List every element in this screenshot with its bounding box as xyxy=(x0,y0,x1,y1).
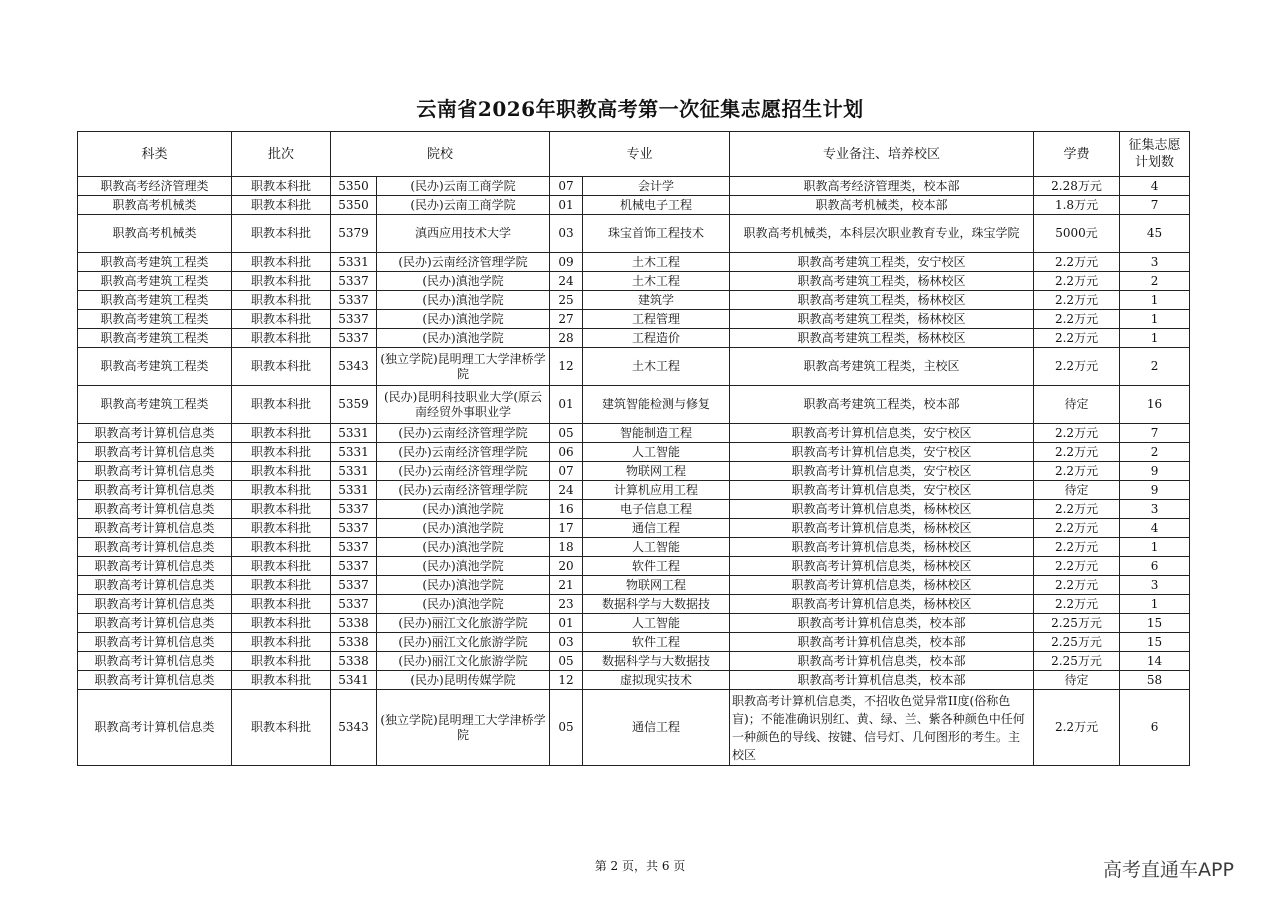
row-major-note: 职教高考机械类，校本部 xyxy=(730,196,1034,215)
row-school: (民办)滇池学院 xyxy=(377,272,550,291)
table-row xyxy=(78,614,1190,633)
row-batch: 职教本科批 xyxy=(232,557,331,576)
row-major: 工程造价 xyxy=(583,329,730,348)
row-major-note: 职教高考计算机信息类，校本部 xyxy=(730,671,1034,690)
row-major-note: 职教高考计算机信息类，杨林校区 xyxy=(730,557,1034,576)
row-major: 珠宝首饰工程技术 xyxy=(583,215,730,253)
row-batch: 职教本科批 xyxy=(232,196,331,215)
row-major: 数据科学与大数据技 xyxy=(583,652,730,671)
row-category: 职教高考计算机信息类 xyxy=(78,652,232,671)
row-school: (民办)滇池学院 xyxy=(377,576,550,595)
row-major-code: 06 xyxy=(550,443,583,462)
row-major-code: 28 xyxy=(550,329,583,348)
row-fee: 2.2万元 xyxy=(1034,291,1120,310)
header-major-note: 专业备注、培养校区 xyxy=(730,132,1034,177)
row-fee: 2.2万元 xyxy=(1034,348,1120,386)
row-major: 建筑智能检测与修复 xyxy=(583,386,730,424)
row-major-note: 职教高考建筑工程类，安宁校区 xyxy=(730,253,1034,272)
row-school: (民办)滇池学院 xyxy=(377,310,550,329)
row-batch: 职教本科批 xyxy=(232,576,331,595)
row-major-note: 职教高考计算机信息类，安宁校区 xyxy=(730,481,1034,500)
row-school: (独立学院)昆明理工大学津桥学院 xyxy=(377,690,550,766)
row-major-code: 03 xyxy=(550,633,583,652)
row-school: (民办)云南工商学院 xyxy=(377,177,550,196)
row-school: (民办)滇池学院 xyxy=(377,557,550,576)
row-school-code: 5359 xyxy=(331,386,377,424)
row-major-code: 18 xyxy=(550,538,583,557)
enrollment-plan-table xyxy=(77,131,1190,766)
table-row xyxy=(78,424,1190,443)
row-major: 物联网工程 xyxy=(583,462,730,481)
row-category: 职教高考建筑工程类 xyxy=(78,272,232,291)
row-school-code: 5337 xyxy=(331,500,377,519)
table-row xyxy=(78,500,1190,519)
row-major: 土木工程 xyxy=(583,348,730,386)
row-plan-count: 1 xyxy=(1120,595,1190,614)
row-batch: 职教本科批 xyxy=(232,671,331,690)
row-school-code: 5337 xyxy=(331,291,377,310)
table-row xyxy=(78,576,1190,595)
row-school-code: 5331 xyxy=(331,462,377,481)
header-category: 科类 xyxy=(78,132,232,177)
row-category: 职教高考机械类 xyxy=(78,215,232,253)
row-fee: 2.2万元 xyxy=(1034,253,1120,272)
row-category: 职教高考计算机信息类 xyxy=(78,519,232,538)
row-major: 工程管理 xyxy=(583,310,730,329)
row-plan-count: 15 xyxy=(1120,614,1190,633)
row-fee: 2.2万元 xyxy=(1034,690,1120,766)
row-plan-count: 2 xyxy=(1120,348,1190,386)
row-plan-count: 6 xyxy=(1120,690,1190,766)
row-major-note: 职教高考计算机信息类，安宁校区 xyxy=(730,462,1034,481)
row-major-code: 24 xyxy=(550,272,583,291)
row-major-note: 职教高考建筑工程类，杨林校区 xyxy=(730,310,1034,329)
row-school-code: 5337 xyxy=(331,519,377,538)
row-plan-count: 2 xyxy=(1120,443,1190,462)
row-fee: 5000元 xyxy=(1034,215,1120,253)
row-school: (民办)滇池学院 xyxy=(377,595,550,614)
table-row xyxy=(78,215,1190,253)
table-row xyxy=(78,310,1190,329)
row-batch: 职教本科批 xyxy=(232,424,331,443)
table-header-row xyxy=(78,132,1190,177)
row-category: 职教高考计算机信息类 xyxy=(78,500,232,519)
row-category: 职教高考计算机信息类 xyxy=(78,633,232,652)
row-school-code: 5331 xyxy=(331,481,377,500)
row-school-code: 5337 xyxy=(331,595,377,614)
row-fee: 2.28万元 xyxy=(1034,177,1120,196)
row-major-code: 05 xyxy=(550,424,583,443)
row-major: 人工智能 xyxy=(583,443,730,462)
row-major-code: 09 xyxy=(550,253,583,272)
row-school: (民办)昆明传媒学院 xyxy=(377,671,550,690)
row-major-code: 23 xyxy=(550,595,583,614)
row-fee: 2.25万元 xyxy=(1034,652,1120,671)
row-school: (民办)云南经济管理学院 xyxy=(377,424,550,443)
row-batch: 职教本科批 xyxy=(232,348,331,386)
row-school: (民办)滇池学院 xyxy=(377,500,550,519)
row-major: 电子信息工程 xyxy=(583,500,730,519)
row-school-code: 5337 xyxy=(331,557,377,576)
row-major: 计算机应用工程 xyxy=(583,481,730,500)
row-category: 职教高考计算机信息类 xyxy=(78,462,232,481)
table-row xyxy=(78,177,1190,196)
table-row xyxy=(78,557,1190,576)
row-fee: 2.2万元 xyxy=(1034,462,1120,481)
row-category: 职教高考计算机信息类 xyxy=(78,690,232,766)
row-major-code: 05 xyxy=(550,652,583,671)
header-major: 专业 xyxy=(550,132,730,177)
row-major-code: 03 xyxy=(550,215,583,253)
table-row xyxy=(78,519,1190,538)
row-major-note: 职教高考计算机信息类，杨林校区 xyxy=(730,500,1034,519)
row-batch: 职教本科批 xyxy=(232,386,331,424)
row-category: 职教高考建筑工程类 xyxy=(78,329,232,348)
row-major-note: 职教高考计算机信息类，杨林校区 xyxy=(730,538,1034,557)
row-major: 物联网工程 xyxy=(583,576,730,595)
row-plan-count: 14 xyxy=(1120,652,1190,671)
row-batch: 职教本科批 xyxy=(232,633,331,652)
row-major: 人工智能 xyxy=(583,538,730,557)
row-major: 建筑学 xyxy=(583,291,730,310)
app-watermark: 高考直通车APP xyxy=(1103,859,1234,881)
row-school-code: 5337 xyxy=(331,272,377,291)
row-plan-count: 1 xyxy=(1120,291,1190,310)
row-plan-count: 1 xyxy=(1120,310,1190,329)
row-major-code: 17 xyxy=(550,519,583,538)
row-major-note: 职教高考计算机信息类，校本部 xyxy=(730,652,1034,671)
row-batch: 职教本科批 xyxy=(232,652,331,671)
row-major-code: 12 xyxy=(550,671,583,690)
row-batch: 职教本科批 xyxy=(232,329,331,348)
row-school: (民办)滇池学院 xyxy=(377,291,550,310)
row-batch: 职教本科批 xyxy=(232,500,331,519)
row-fee: 待定 xyxy=(1034,481,1120,500)
row-major-code: 16 xyxy=(550,500,583,519)
table-row xyxy=(78,633,1190,652)
row-plan-count: 16 xyxy=(1120,386,1190,424)
row-school-code: 5338 xyxy=(331,652,377,671)
row-school-code: 5343 xyxy=(331,348,377,386)
table-row xyxy=(78,652,1190,671)
row-plan-count: 45 xyxy=(1120,215,1190,253)
row-fee: 2.25万元 xyxy=(1034,633,1120,652)
row-batch: 职教本科批 xyxy=(232,519,331,538)
row-plan-count: 9 xyxy=(1120,462,1190,481)
row-fee: 2.2万元 xyxy=(1034,443,1120,462)
row-school: (民办)滇池学院 xyxy=(377,329,550,348)
header-school: 院校 xyxy=(331,132,550,177)
row-major: 机械电子工程 xyxy=(583,196,730,215)
row-major-note: 职教高考计算机信息类，不招收色觉异常II度(俗称色盲)；不能准确识别红、黄、绿、兰、紫各种颜色中任何一种颜色的导线、按键、信号灯、几何图形的考生。主校区 xyxy=(730,690,1034,766)
row-batch: 职教本科批 xyxy=(232,462,331,481)
row-category: 职教高考计算机信息类 xyxy=(78,424,232,443)
row-batch: 职教本科批 xyxy=(232,538,331,557)
row-school-code: 5337 xyxy=(331,538,377,557)
row-batch: 职教本科批 xyxy=(232,481,331,500)
row-plan-count: 2 xyxy=(1120,272,1190,291)
row-fee: 2.2万元 xyxy=(1034,329,1120,348)
row-batch: 职教本科批 xyxy=(232,443,331,462)
header-fee: 学费 xyxy=(1034,132,1120,177)
row-plan-count: 1 xyxy=(1120,538,1190,557)
row-major-note: 职教高考计算机信息类，杨林校区 xyxy=(730,576,1034,595)
table-row xyxy=(78,329,1190,348)
table-row xyxy=(78,253,1190,272)
row-school-code: 5350 xyxy=(331,196,377,215)
row-category: 职教高考建筑工程类 xyxy=(78,291,232,310)
row-school: (民办)丽江文化旅游学院 xyxy=(377,614,550,633)
row-major-note: 职教高考计算机信息类，杨林校区 xyxy=(730,595,1034,614)
row-category: 职教高考建筑工程类 xyxy=(78,253,232,272)
row-school: (民办)丽江文化旅游学院 xyxy=(377,633,550,652)
row-major-note: 职教高考建筑工程类，杨林校区 xyxy=(730,329,1034,348)
row-fee: 待定 xyxy=(1034,671,1120,690)
row-plan-count: 1 xyxy=(1120,329,1190,348)
row-major-note: 职教高考机械类，本科层次职业教育专业，珠宝学院 xyxy=(730,215,1034,253)
row-major: 软件工程 xyxy=(583,633,730,652)
table-row xyxy=(78,595,1190,614)
row-school: (民办)云南经济管理学院 xyxy=(377,481,550,500)
row-major-note: 职教高考建筑工程类，主校区 xyxy=(730,348,1034,386)
row-major-note: 职教高考计算机信息类，校本部 xyxy=(730,614,1034,633)
row-major-code: 05 xyxy=(550,690,583,766)
row-plan-count: 9 xyxy=(1120,481,1190,500)
row-fee: 待定 xyxy=(1034,386,1120,424)
table-row xyxy=(78,690,1190,766)
row-plan-count: 7 xyxy=(1120,424,1190,443)
row-plan-count: 15 xyxy=(1120,633,1190,652)
row-batch: 职教本科批 xyxy=(232,215,331,253)
row-plan-count: 6 xyxy=(1120,557,1190,576)
row-plan-count: 4 xyxy=(1120,177,1190,196)
row-fee: 2.2万元 xyxy=(1034,557,1120,576)
row-batch: 职教本科批 xyxy=(232,253,331,272)
row-fee: 2.25万元 xyxy=(1034,614,1120,633)
row-school: (民办)滇池学院 xyxy=(377,519,550,538)
row-category: 职教高考计算机信息类 xyxy=(78,595,232,614)
row-major-code: 07 xyxy=(550,462,583,481)
row-major-code: 25 xyxy=(550,291,583,310)
row-school-code: 5331 xyxy=(331,424,377,443)
row-category: 职教高考经济管理类 xyxy=(78,177,232,196)
row-category: 职教高考计算机信息类 xyxy=(78,538,232,557)
row-fee: 2.2万元 xyxy=(1034,424,1120,443)
row-school-code: 5379 xyxy=(331,215,377,253)
table-row xyxy=(78,671,1190,690)
row-plan-count: 58 xyxy=(1120,671,1190,690)
row-category: 职教高考计算机信息类 xyxy=(78,614,232,633)
row-major: 智能制造工程 xyxy=(583,424,730,443)
row-batch: 职教本科批 xyxy=(232,272,331,291)
row-major-note: 职教高考计算机信息类，安宁校区 xyxy=(730,424,1034,443)
row-school-code: 5331 xyxy=(331,443,377,462)
row-major-note: 职教高考建筑工程类，杨林校区 xyxy=(730,291,1034,310)
row-plan-count: 3 xyxy=(1120,576,1190,595)
table-row xyxy=(78,272,1190,291)
table-row xyxy=(78,196,1190,215)
table-row xyxy=(78,462,1190,481)
row-major: 软件工程 xyxy=(583,557,730,576)
row-fee: 1.8万元 xyxy=(1034,196,1120,215)
row-school-code: 5343 xyxy=(331,690,377,766)
table-row xyxy=(78,386,1190,424)
row-fee: 2.2万元 xyxy=(1034,595,1120,614)
row-category: 职教高考建筑工程类 xyxy=(78,386,232,424)
row-category: 职教高考建筑工程类 xyxy=(78,310,232,329)
row-batch: 职教本科批 xyxy=(232,291,331,310)
table-row xyxy=(78,291,1190,310)
row-plan-count: 3 xyxy=(1120,253,1190,272)
row-batch: 职教本科批 xyxy=(232,614,331,633)
row-school: (民办)云南经济管理学院 xyxy=(377,443,550,462)
row-school-code: 5337 xyxy=(331,329,377,348)
row-category: 职教高考建筑工程类 xyxy=(78,348,232,386)
row-major: 人工智能 xyxy=(583,614,730,633)
row-major: 会计学 xyxy=(583,177,730,196)
row-school: (民办)云南工商学院 xyxy=(377,196,550,215)
row-school-code: 5337 xyxy=(331,576,377,595)
table-row xyxy=(78,443,1190,462)
row-major-code: 12 xyxy=(550,348,583,386)
row-major: 通信工程 xyxy=(583,690,730,766)
row-major: 土木工程 xyxy=(583,272,730,291)
row-category: 职教高考计算机信息类 xyxy=(78,443,232,462)
row-major-code: 01 xyxy=(550,386,583,424)
row-fee: 2.2万元 xyxy=(1034,310,1120,329)
row-major-note: 职教高考经济管理类，校本部 xyxy=(730,177,1034,196)
row-school: (民办)云南经济管理学院 xyxy=(377,253,550,272)
row-fee: 2.2万元 xyxy=(1034,576,1120,595)
table-row xyxy=(78,348,1190,386)
row-fee: 2.2万元 xyxy=(1034,500,1120,519)
row-school-code: 5331 xyxy=(331,253,377,272)
row-school: (独立学院)昆明理工大学津桥学院 xyxy=(377,348,550,386)
row-major: 通信工程 xyxy=(583,519,730,538)
row-fee: 2.2万元 xyxy=(1034,272,1120,291)
row-fee: 2.2万元 xyxy=(1034,538,1120,557)
page-number: 第 2 页，共 6 页 xyxy=(594,859,686,873)
row-major-code: 01 xyxy=(550,196,583,215)
row-major-code: 20 xyxy=(550,557,583,576)
header-plan-count: 征集志愿 计划数 xyxy=(1120,132,1190,177)
row-major-code: 01 xyxy=(550,614,583,633)
header-batch: 批次 xyxy=(232,132,331,177)
row-major-note: 职教高考建筑工程类，杨林校区 xyxy=(730,272,1034,291)
row-school: (民办)滇池学院 xyxy=(377,538,550,557)
row-category: 职教高考计算机信息类 xyxy=(78,576,232,595)
row-category: 职教高考计算机信息类 xyxy=(78,671,232,690)
table-row xyxy=(78,481,1190,500)
row-category: 职教高考机械类 xyxy=(78,196,232,215)
row-major-code: 07 xyxy=(550,177,583,196)
row-school-code: 5337 xyxy=(331,310,377,329)
document-title: 云南省2026年职教高考第一次征集志愿招生计划 xyxy=(416,97,864,121)
row-school-code: 5338 xyxy=(331,633,377,652)
row-batch: 职教本科批 xyxy=(232,310,331,329)
table-row xyxy=(78,538,1190,557)
row-category: 职教高考计算机信息类 xyxy=(78,557,232,576)
row-school: 滇西应用技术大学 xyxy=(377,215,550,253)
row-batch: 职教本科批 xyxy=(232,690,331,766)
row-major-code: 27 xyxy=(550,310,583,329)
row-school: (民办)云南经济管理学院 xyxy=(377,462,550,481)
row-major: 数据科学与大数据技 xyxy=(583,595,730,614)
row-major: 土木工程 xyxy=(583,253,730,272)
row-school: (民办)丽江文化旅游学院 xyxy=(377,652,550,671)
row-major-note: 职教高考计算机信息类，杨林校区 xyxy=(730,519,1034,538)
row-major-note: 职教高考计算机信息类，安宁校区 xyxy=(730,443,1034,462)
row-batch: 职教本科批 xyxy=(232,177,331,196)
row-major-code: 21 xyxy=(550,576,583,595)
row-school-code: 5341 xyxy=(331,671,377,690)
row-plan-count: 3 xyxy=(1120,500,1190,519)
row-major-note: 职教高考建筑工程类，校本部 xyxy=(730,386,1034,424)
row-school: (民办)昆明科技职业大学(原云南经贸外事职业学 xyxy=(377,386,550,424)
row-plan-count: 7 xyxy=(1120,196,1190,215)
row-plan-count: 4 xyxy=(1120,519,1190,538)
row-major: 虚拟现实技术 xyxy=(583,671,730,690)
row-school-code: 5338 xyxy=(331,614,377,633)
row-major-code: 24 xyxy=(550,481,583,500)
row-major-note: 职教高考计算机信息类，校本部 xyxy=(730,633,1034,652)
row-fee: 2.2万元 xyxy=(1034,519,1120,538)
row-school-code: 5350 xyxy=(331,177,377,196)
row-batch: 职教本科批 xyxy=(232,595,331,614)
row-category: 职教高考计算机信息类 xyxy=(78,481,232,500)
